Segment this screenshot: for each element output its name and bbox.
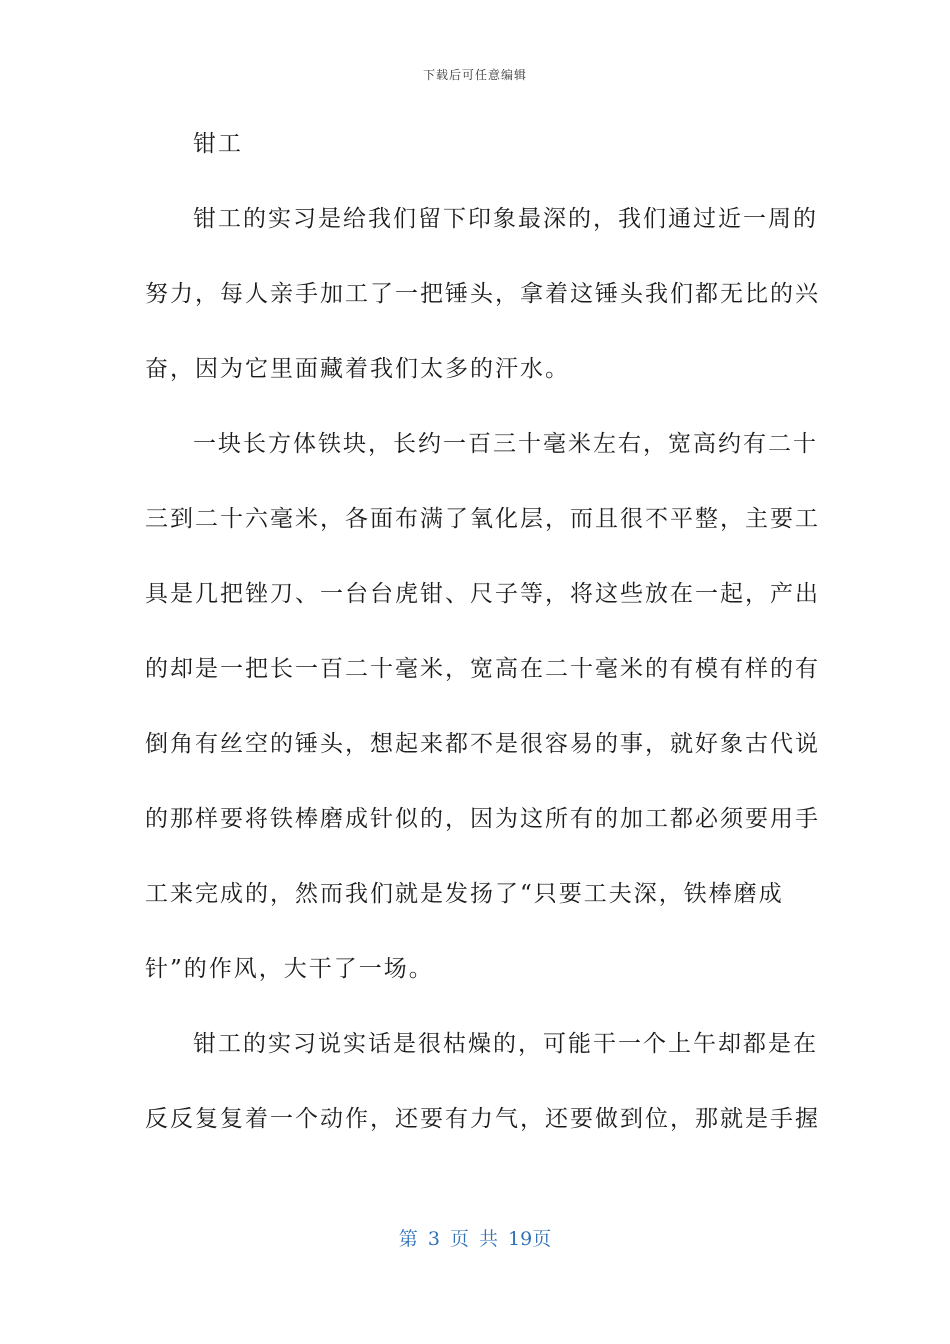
paragraph-line: 的那样要将铁棒磨成针似的，因为这所有的加工都必须要用手 <box>145 806 820 832</box>
paragraph-line: 针”的作风，大干了一场。 <box>145 956 434 982</box>
paragraph-line: 努力，每人亲手加工了一把锤头，拿着这锤头我们都无比的兴 <box>145 281 820 307</box>
page-number: 第 3 页 共 19页 <box>398 1228 552 1250</box>
paragraph-line: 工来完成的，然而我们就是发扬了“只要工夫深，铁棒磨成 <box>145 881 784 907</box>
page-header-note: 下载后可任意编辑 <box>422 68 527 82</box>
paragraph-line: 钳工的实习是给我们留下印象最深的，我们通过近一周的 <box>193 206 818 232</box>
paragraph-line: 一块长方体铁块，长约一百三十毫米左右，宽高约有二十 <box>193 431 818 457</box>
paragraph-line: 反反复复着一个动作，还要有力气，还要做到位，那就是手握 <box>145 1106 820 1132</box>
paragraph-line: 钳工的实习说实话是很枯燥的，可能干一个上午却都是在 <box>193 1031 818 1057</box>
paragraph-line: 具是几把锉刀、一台台虎钳、尺子等，将这些放在一起，产出 <box>145 581 820 607</box>
paragraph-line: 奋，因为它里面藏着我们太多的汗水。 <box>145 356 570 382</box>
paragraph-line: 倒角有丝空的锤头，想起来都不是很容易的事，就好象古代说 <box>145 731 820 757</box>
paragraph-line: 的却是一把长一百二十毫米，宽高在二十毫米的有模有样的有 <box>145 656 820 682</box>
paragraph-line: 三到二十六毫米，各面布满了氧化层，而且很不平整，主要工 <box>145 506 820 532</box>
document-body <box>145 124 820 1174</box>
section-heading: 钳工 <box>193 131 243 157</box>
